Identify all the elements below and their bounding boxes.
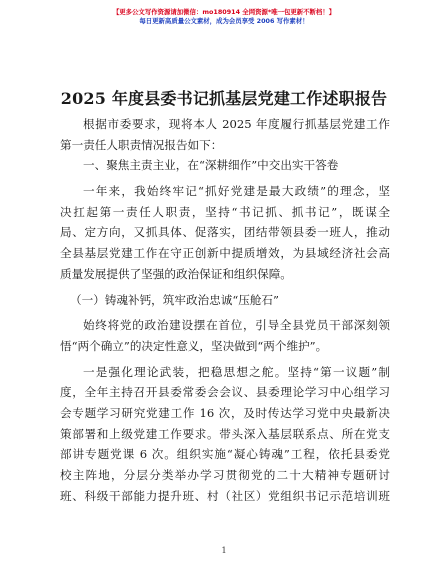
paragraph-line: 部讲专题党课 6 次。组织实施“凝心铸魂”工程，依托县委党 — [60, 447, 390, 462]
paragraph-line: 决扛起第一责任人职责，坚持“书记抓、抓书记”，既谋全 — [60, 204, 390, 219]
paragraph-line: 悟“两个确立”的决定性意义，坚决做到“两个维护”。 — [60, 338, 328, 353]
paragraph-line: 班、科级干部能力提升班、村（社区）党组织书记示范培训班 — [60, 488, 390, 503]
paragraph-line: 质量发展提供了坚强的政治保证和组织保障。 — [60, 266, 292, 281]
paragraph-line: 会专题学习研究党建工作 16 次，及时传达学习党中央最新决 — [60, 405, 390, 420]
promo-line-1: 【更多公文写作资源请加微信：mo180914 全网资源*唯一包更新不断档！】 — [112, 8, 336, 16]
section-heading: 一、聚焦主责主业，在“深耕细作”中交出实干答卷 — [83, 158, 339, 173]
paragraph-line: 策部署和上级党建工作要求。带头深入基层联系点、所在党支 — [60, 426, 390, 441]
paragraph-line: 全县基层党建工作在守正创新中提质增效，为县域经济社会高 — [60, 246, 390, 261]
paragraph-line: 始终将党的政治建设摆在首位，引导全县党员干部深刻领 — [83, 318, 390, 333]
paragraph-line: 根据市委要求，现将本人 2025 年度履行抓基层党建工作 — [83, 117, 390, 131]
paragraph-line: 局、定方向，又抓具体、促落实，团结带领县委一班人，推动 — [60, 225, 390, 240]
document-body — [60, 114, 390, 506]
page-number: 1 — [221, 546, 227, 555]
document-title: 2025 年度县委书记抓基层党建工作述职报告 — [60, 89, 388, 108]
paragraph-line: 度，全年主持召开县委常委会会议、县委理论学习中心组学习 — [60, 385, 390, 400]
promo-line-2: 每日更新高质量公文素材，成为会员享受 2006 写作素材！ — [139, 17, 309, 25]
paragraph-line: 一是强化理论武装，把稳思想之舵。坚持“第一议题”制 — [83, 364, 390, 379]
paragraph-line: 校主阵地，分层分类举办学习贯彻党的二十大精神专题研讨 — [60, 468, 390, 482]
subsection-heading: （一）铸魂补钙，筑牢政治忠诚“压舱石” — [70, 292, 279, 307]
paragraph-line: 第一责任人职责情况报告如下： — [60, 137, 223, 152]
promo-banner — [0, 8, 448, 26]
paragraph-line: 一年来，我始终牢记“抓好党建是最大政绩”的理念，坚 — [83, 184, 390, 199]
